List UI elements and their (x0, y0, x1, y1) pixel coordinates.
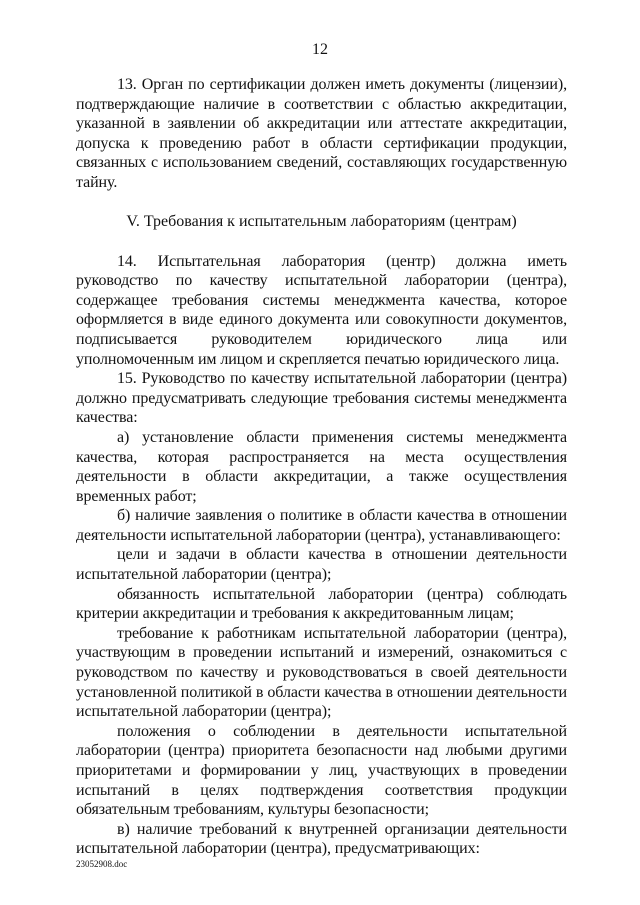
paragraph-15-b-goals: цели и задачи в области качества в отношении деятельности испытательной лаборатории (центра); (76, 546, 567, 584)
section-heading: V. Требования к испытательным лабораториям (центрам) (126, 212, 517, 230)
paragraph-13: 13. Орган по сертификации должен иметь документы (лицензии), подтверждающие наличие в соответствии с областью аккредитации, указанной в заявлении об аккредитации или аттестате аккредитации, допуска к проведению работ в области сертификации продукции, связанных с использованием сведений, составляющих государственную тайну. (76, 76, 567, 191)
paragraph-15: 15. Руководство по качеству испытательной лаборатории (центра) должно предусматривать следующие требования системы менеджмента качества: (76, 370, 567, 427)
paragraph-15-b: б) наличие заявления о политике в области качества в отношении деятельности испытательной лаборатории (центра), устанавливающего: (76, 507, 567, 544)
paragraph-15-b-staff: требование к работникам испытательной лаборатории (центра), участвующим в проведении испытаний и измерений, ознакомиться с руководством по качеству и руководствоваться в своей деятельности установленной политикой в области качества в отношении деятельности испытательной лаборатории (центра); (76, 624, 567, 721)
paragraph-14: 14. Испытательная лаборатория (центр) должна иметь руководство по качеству испытательной лаборатории (центра), содержащее требования системы менеджмента качества, которое оформляется в виде единого документа или совокупности документов, подписывается руководителем юридического лица или уполномоченным им лицом и скрепляется печатью юридического лица. (76, 252, 567, 368)
paragraph-15-b-duty: обязанность испытательной лаборатории (центра) соблюдать критерии аккредитации и требования к аккредитованным лицам; (76, 585, 567, 623)
paragraph-15-v: в) наличие требований к внутренней организации деятельности испытательной лаборатории (центра), предусматривающих: (76, 820, 567, 858)
footer-filename: 23052908.doc (76, 859, 128, 869)
paragraph-15-b-safety: положения о соблюдении в деятельности испытательной лаборатории (центра) приоритета безопасности над любыми другими приоритетами и формировании у лиц, участвующих в проведении испытаний в целях подтверждения соответствия продукции обязательным требованиям, культуры безопасности; (76, 722, 567, 819)
paragraph-15-a: а) установление области применения системы менеджмента качества, которая распространяется на места осуществления деятельности в области аккредитации, а также осуществления временных работ; (76, 428, 567, 505)
document-body (76, 75, 567, 859)
page-number: 12 (312, 41, 328, 58)
